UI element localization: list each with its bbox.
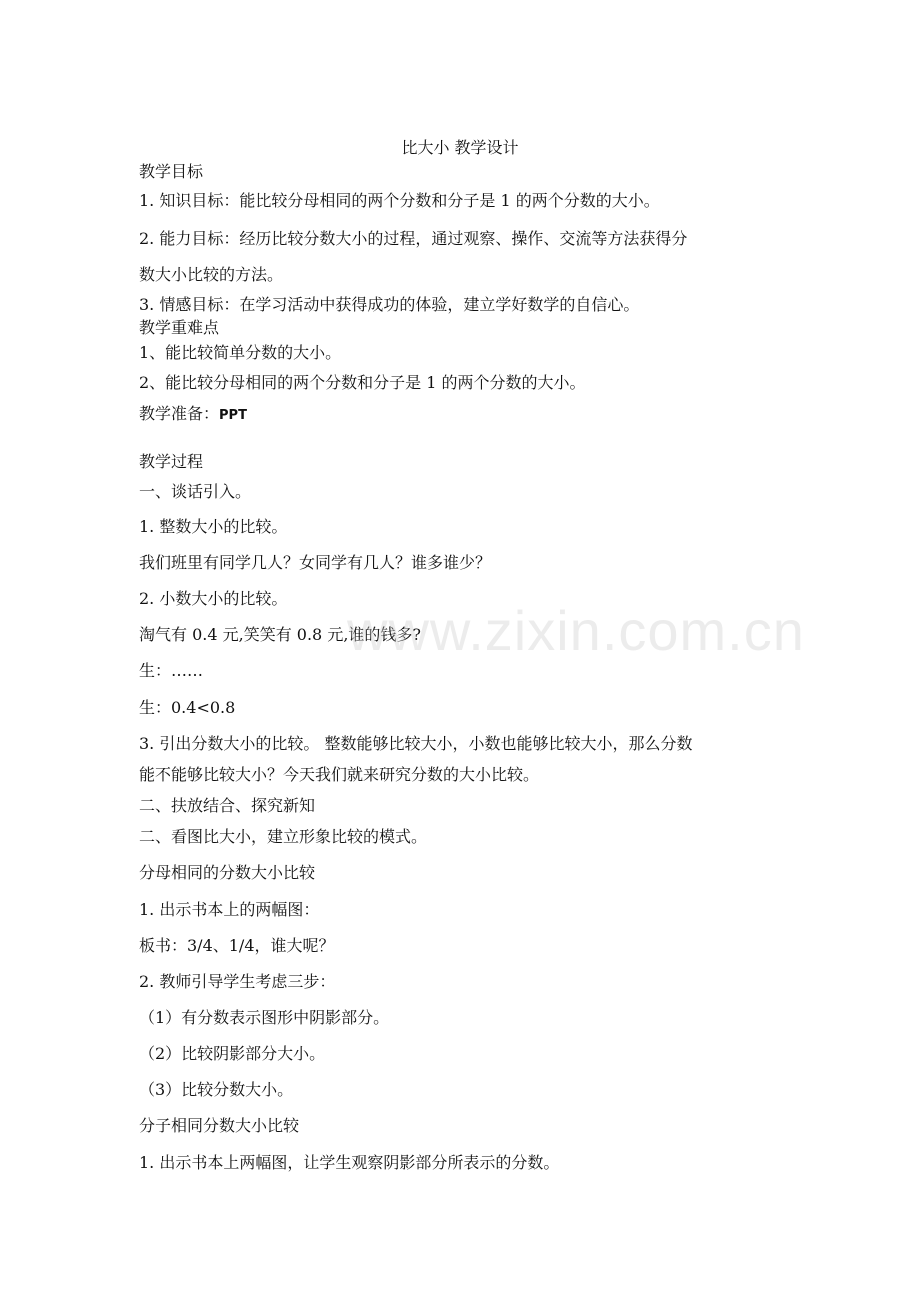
document-title: 比大小 教学设计 [401,138,519,157]
section-heading: 二、看图比大小，建立形象比较的模式。 [139,827,428,846]
subsection-heading: 分子相同分数大小比较 [139,1116,300,1135]
watermark: www.zixin.com.cn [347,599,805,662]
paragraph-line: 3. 情感目标：在学习活动中获得成功的体验，建立学好数学的自信心。 [139,295,640,314]
paragraph-line: 能不能够比较大小？今天我们就来研究分数的大小比较。 [139,765,540,784]
paragraph-line: 1. 整数大小的比较。 [139,517,288,536]
heading-key-points: 教学重难点 [139,318,220,337]
section-heading: 二、扶放结合、探究新知 [139,796,316,815]
teaching-prep [139,403,247,427]
paragraph-line: 1、能比较简单分数的大小。 [139,343,342,362]
paragraph-line: 2. 能力目标：经历比较分数大小的过程，通过观察、操作、交流等方法获得分 [139,229,688,248]
teaching-prep-value: PPT [219,408,247,423]
heading-teaching-process: 教学过程 [139,452,204,471]
paragraph-line: （3）比较分数大小。 [139,1080,294,1099]
paragraph-line: 生：0.4<0.8 [139,698,236,717]
paragraph-line: 数大小比较的方法。 [139,265,284,284]
paragraph-line: 2、能比较分母相同的两个分数和分子是 1 的两个分数的大小。 [139,373,586,392]
paragraph-line: 1. 知识目标：能比较分母相同的两个分数和分子是 1 的两个分数的大小。 [139,191,660,210]
subsection-heading: 分母相同的分数大小比较 [139,863,316,882]
paragraph-line: （1）有分数表示图形中阴影部分。 [139,1008,390,1027]
paragraph-line: 1. 出示书本上的两幅图： [139,900,320,919]
paragraph-line: 1. 出示书本上两幅图，让学生观察阴影部分所表示的分数。 [139,1153,560,1172]
paragraph-line: 3. 引出分数大小的比较。 整数能够比较大小，小数也能够比较大小，那么分数 [139,734,693,753]
heading-teaching-goals: 教学目标 [139,162,204,181]
paragraph-line: 2. 教师引导学生考虑三步： [139,972,336,991]
paragraph-line: 2. 小数大小的比较。 [139,589,288,608]
paragraph-line: 淘气有 0.4 元,笑笑有 0.8 元,谁的钱多? [139,625,421,644]
teaching-prep-label: 教学准备： [139,404,220,423]
paragraph-line: 板书：3/4、1/4，谁大呢？ [139,936,335,955]
paragraph-line: （2）比较阴影部分大小。 [139,1044,326,1063]
section-heading: 一、谈话引入。 [139,482,252,501]
paragraph-line: 我们班里有同学几人？女同学有几人？谁多谁少？ [139,553,492,572]
paragraph-line: 生：…… [139,661,204,680]
